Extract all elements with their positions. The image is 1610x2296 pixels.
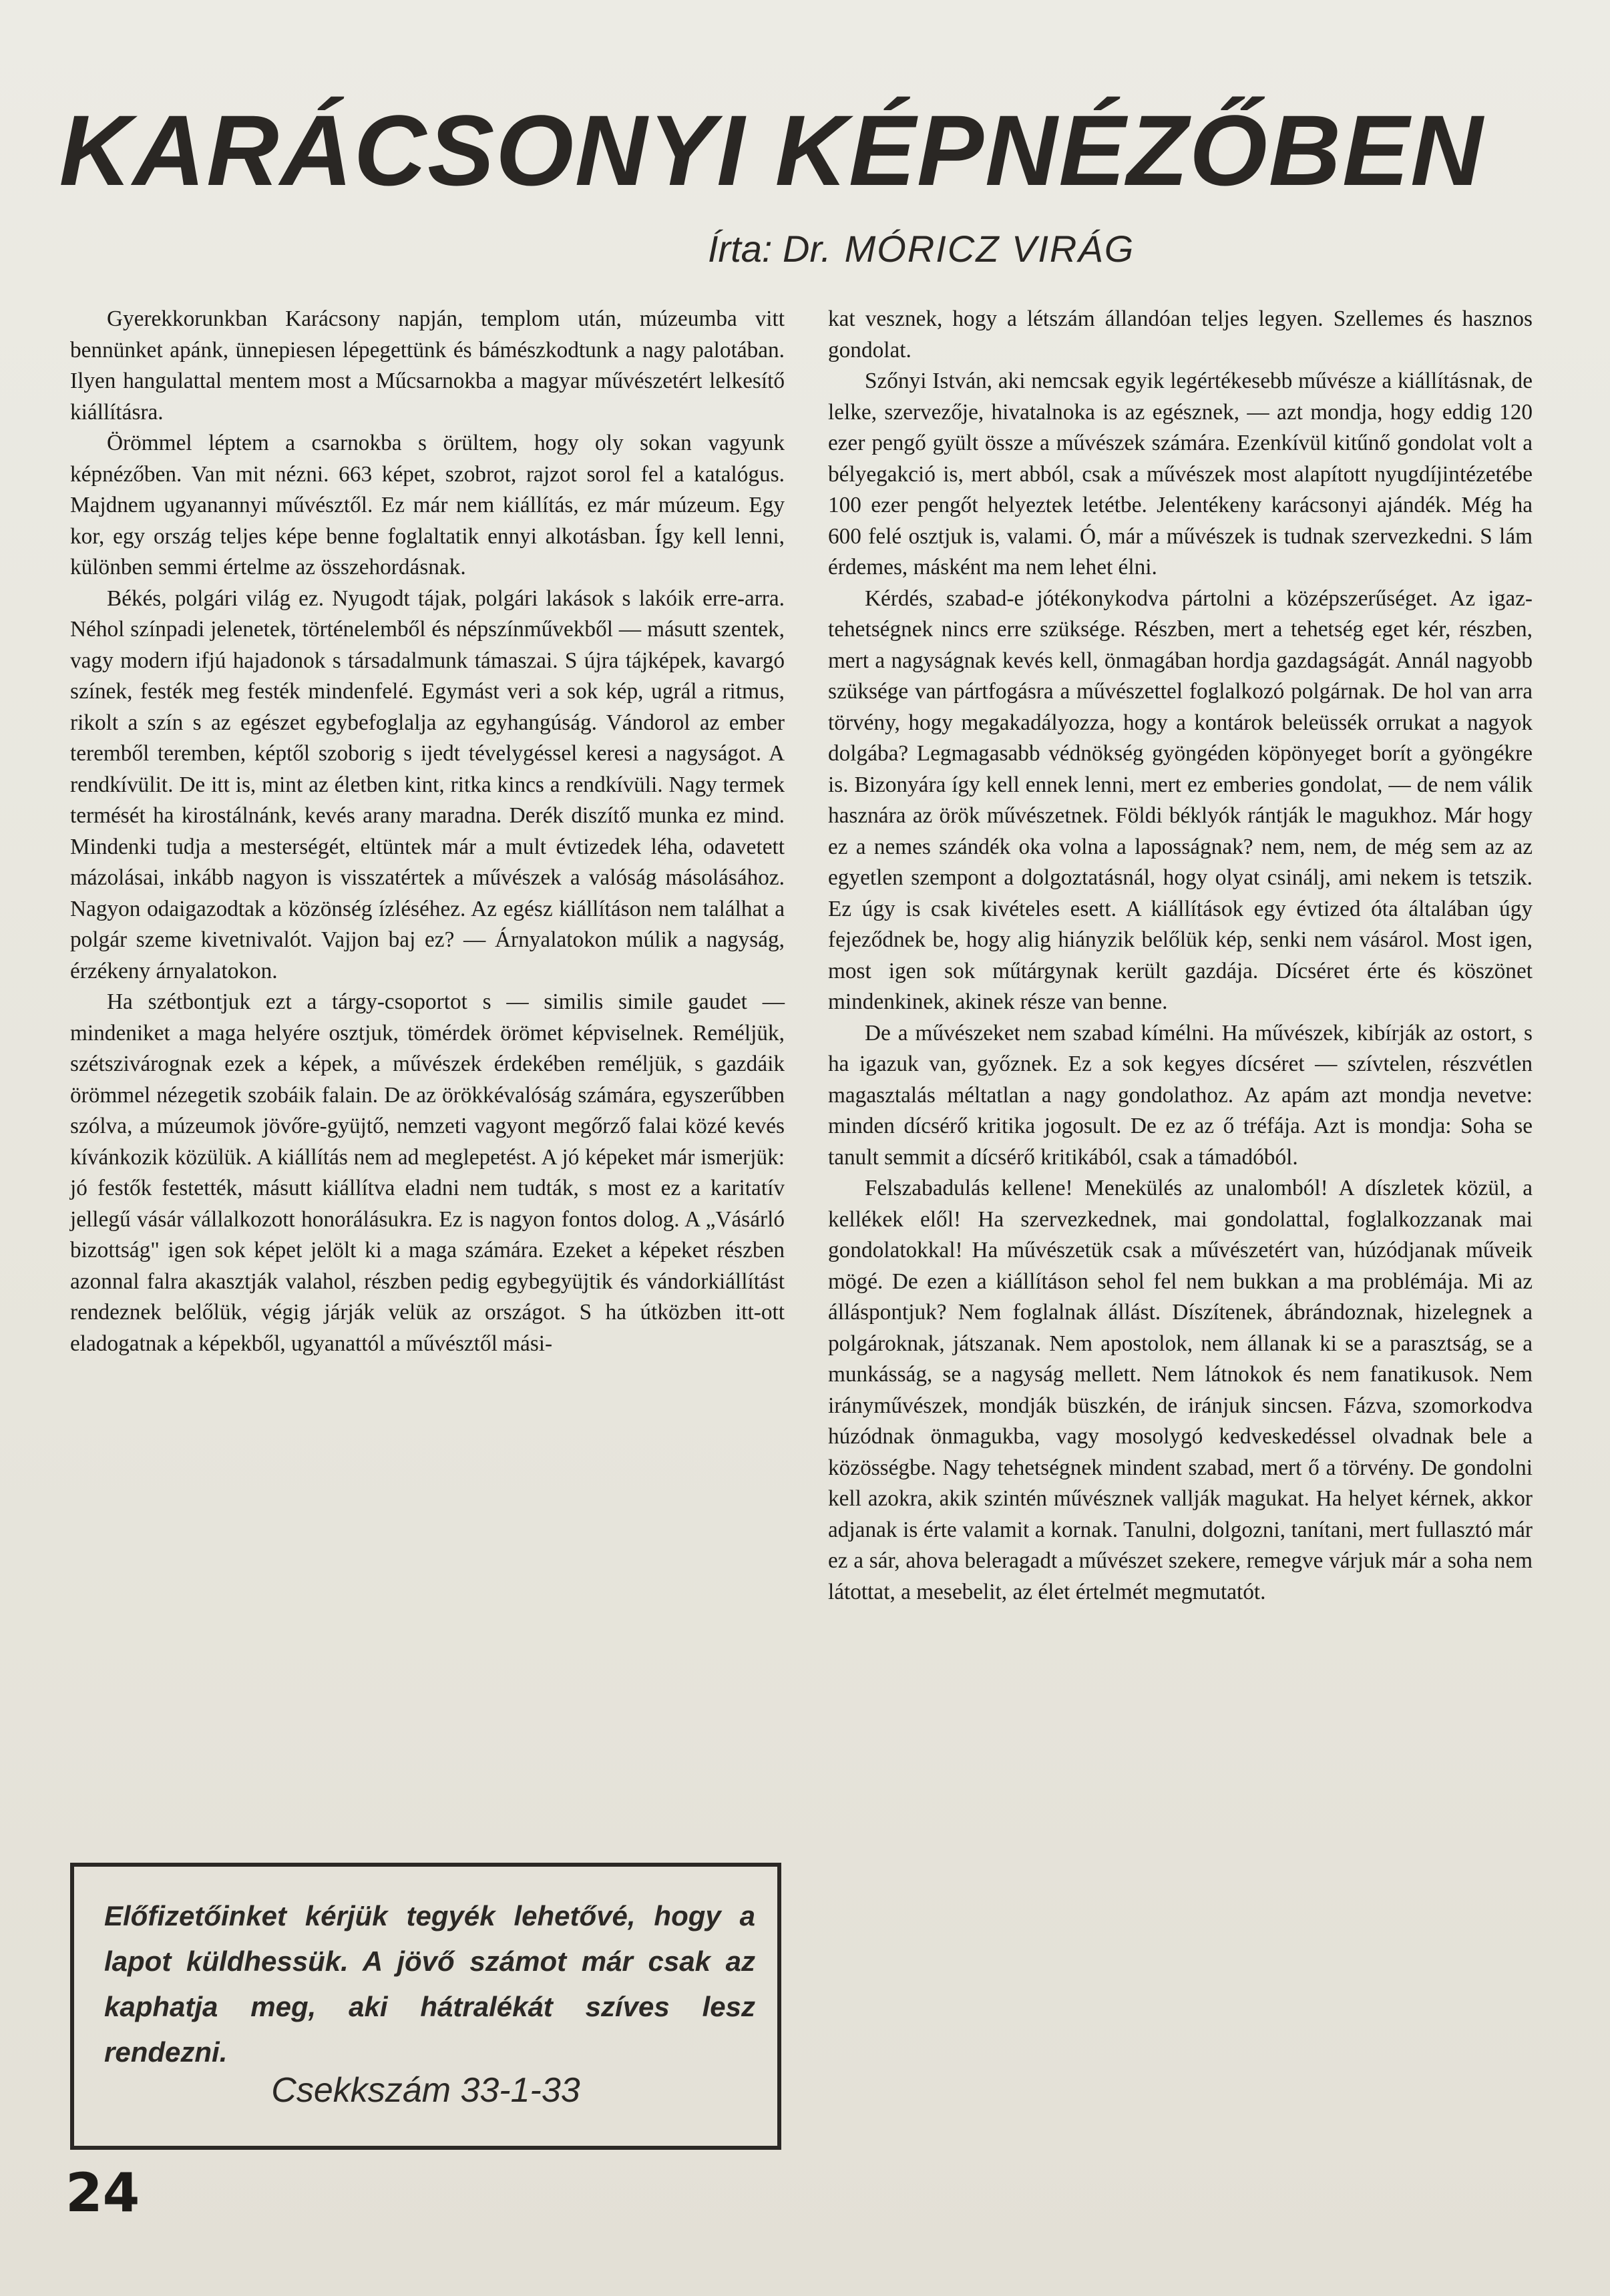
subscription-notice-text: Előfizetőinket kérjük tegyék lehetővé, hogy a lapot küldhessük. A jövő számot már csak az kaphatja meg, aki hátralékát szíves lesz rendezni.	[104, 1900, 755, 2068]
page-number: 24	[65, 2162, 140, 2224]
paragraph: De a művészeket nem szabad kímélni. Ha művészek, kibírják az ostort, s ha igazuk van, győznek. Ez a sok kegyes dícséret — szívtelen, részvétlen magasztalás méltatlan a nagy gondolathoz. Az apám azt mondja nevetve: minden dícsérő kritika jogosult. De ez az ő tréfája. Azt is mondja: Soha se tanult semmit a dícsérő kritikából, csak a támadóból.	[828, 1020, 1533, 1170]
paragraph: Gyerekkorunkban Karácsony napján, templom után, múzeumba vitt bennünket apánk, ünnepiesen lépegettünk és bámészkodtunk a nagy palotában. Ilyen hangulattal mentem most a Műcsarnokba a magyar művészetért lelkesítő kiállításra.	[70, 306, 785, 425]
byline	[708, 227, 1135, 270]
article-title: KARÁCSONYI KÉPNÉZŐBEN	[59, 94, 1484, 206]
paragraph: kat vesznek, hogy a létszám állandóan teljes legyen. Szellemes és hasznos gondolat.	[828, 306, 1533, 363]
paragraph: Örömmel léptem a csarnokba s örültem, hogy oly sokan vagyunk képnézőben. Van mit nézni. 663 képet, szobrot, rajzot sorol fel a katalógus. Majdnem ugyanannyi művésztől. Ez már nem kiállítás, ez már múzeum. Egy kor, egy ország teljes képe benne foglaltatik ennyi alkotásban. Így kell lenni, különben semmi értelme az összehordásnak.	[70, 431, 785, 580]
paragraph: Kérdés, szabad-e jótékonykodva pártolni a középszerűséget. Az igaz-tehetségnek nincs erre szüksége. Részben, mert a tehetség eget kér, részben, mert a nagyságnak kevés kell, önmagában hordja gazdagságát. Annál nagyobb szüksége van pártfogásra a művészettel foglalkozó polgárnak. De hol van arra törvény, hogy megakadályozza, hogy a kontárok beleüssék orrukat a nagyok dolgába? Legmagasabb védnökség gyöngéden köpönyeget borít a gyöngékre is. Bizonyára így kell ennek lenni, mert ez emberies gondolat, — de nem válik hasznára az örök művészetnek. Földi béklyók rántják le magukhoz. Már hogy ez a nemes szándék oka volna a laposságnak? nem, nem, de még sem az az egyetlen szempont a dolgoztatásnál, hogy olyat csinálj, ami nekem is tetszik. Ez úgy is csak kivételes esett. A kiállítások egy évtized óta általában úgy fejeződnek be, hogy alig hiányzik belőlük kép, senki nem vásárol. Most igen, most igen sok műtárgynak került gazdája. Dícséret érte és köszönet mindenkinek, akinek része van benne.	[828, 586, 1533, 1014]
paragraph: Ha szétbontjuk ezt a tárgy-csoportot s — similis simile gaudet — mindeniket a maga helyére osztjuk, tömérdek örömet képviselnek. Reméljük, szétszivárognak ezek a képek, a művészek érdekében reméljük, s gazdáik örömmel nézegetik szobáik falain. De az örökkévalóság számára, egyszerűbben szólva, a múzeumok jövőre-gyüjtő, nemzeti vagyont megőrző falai közé kevés kívánkozik közülük. A kiállítás nem ad meglepetést. A jó képeket már ismerjük: jó festők festették, másutt kiállítva eladni nem tudták, s most ez a karitatív jellegű vásár vállalkozott honorálásukra. Ez is nagyon fontos dolog. A „Vásárló bizottság" igen sok képet jelölt ki a maga számára. Ezeket a képeket részben azonnal falra akasztják valahol, részben pedig egybegyüjtik és vándorkiállítást rendeznek belőlük, végig járják velük az országot. S ha útközben itt-ott eladogatnak a képekből, ugyanattól a művésztől mási-	[70, 989, 785, 1356]
check-number: Csekkszám 33-1-33	[271, 2071, 580, 2110]
paragraph: Békés, polgári világ ez. Nyugodt tájak, polgári lakások s lakóik erre-arra. Néhol színpadi jelenetek, történelemből és népszínművekből — másutt szentek, vagy modern ifjú hajadonok s társadalmunk támaszai. S újra tájképek, kavargó színek, festék meg festék mindenfelé. Egymást veri a sok kép, ugrál a ritmus, rikolt a szín s az egészet egybefoglalja az egyhangúság. Vándorol az ember teremből teremben, képtől szoborig s ijedt tévelygéssel keresi a nagyságot. A rendkívülit. De itt is, mint az életben kint, ritka kincs a rendkívüli. Nagy termek termését ha kirostálnánk, kevés arany maradna. Derék diszítő munka ez mind. Mindenki tudja a mesterségét, eltüntek már a mult évtizedek léha, odavetett mázolásai, inkább nagyon is visszatértek a művészek a valóság másolásához. Nagyon odaigazodtak a közönség ízléséhez. Az egész kiállításon nem találhat a polgár szeme kivetnivalót. Vajjon baj ez? — Árnyalatokon múlik a nagyság, érzékeny árnyalatokon.	[70, 586, 785, 983]
subscription-notice-box	[70, 1863, 781, 2150]
byline-author: MÓRICZ VIRÁG	[844, 228, 1135, 270]
right-column	[828, 304, 1533, 1608]
byline-prefix: Írta: Dr.	[708, 228, 831, 270]
paragraph: Felszabadulás kellene! Menekülés az unalomból! A díszletek közül, a kellékek elől! Ha szervezkednek, mai gondolattal, foglalkozzanak mai gondolatokkal! Ha művészetük csak a művészetért van, húzódjanak műveik mögé. De ezen a kiállításon sehol fel nem bukkan a ma problémája. Mi az álláspontjuk? Nem foglalnak állást. Díszítenek, ábrándoznak, hizelegnek a polgároknak, játszanak. Nem apostolok, nem állanak ki se a parasztság, se a munkásság, se a nagyság mellett. Nem látnokok és nem fanatikusok. Nem irányművészek, mondják büszkén, de iránjuk sincsen. Fázva, szomorkodva húzódnak önmagukba, vagy mosolygó kedveskedéssel olvadnak bele a közösségbe. Nagy tehetségnek mindent szabad, mert ő a törvény. De gondolni kell azokra, akik szintén művésznek vallják magukat. Ha helyet kérnek, akkor adjanak is érte valamit a kornak. Tanulni, dolgozni, tanítani, mert fullasztó már ez a sár, ahova beleragadt a művészet szekere, remegve várjuk már a soha nem látottat, a mesebelit, az élet értelmét megmutatót.	[828, 1176, 1533, 1604]
paragraph: Szőnyi István, aki nemcsak egyik legértékesebb művésze a kiállításnak, de lelke, szervezője, hivatalnoka is az egésznek, — azt mondja, hogy eddig 120 ezer pengő gyült össze a művészek számára. Ezenkívül kitűnő gondolat volt a bélyegakció is, mert abból, csak a művészek most alapított nyugdíjintézetébe 100 ezer pengőt helyeztek letétbe. Jelentékeny karácsonyi ajándék. Még ha 600 felé osztjuk is, valami. Ó, már a művészek is tudnak szervezkedni. S lám érdemes, másként ma nem lehet élni.	[828, 369, 1533, 580]
left-column	[70, 304, 785, 1359]
